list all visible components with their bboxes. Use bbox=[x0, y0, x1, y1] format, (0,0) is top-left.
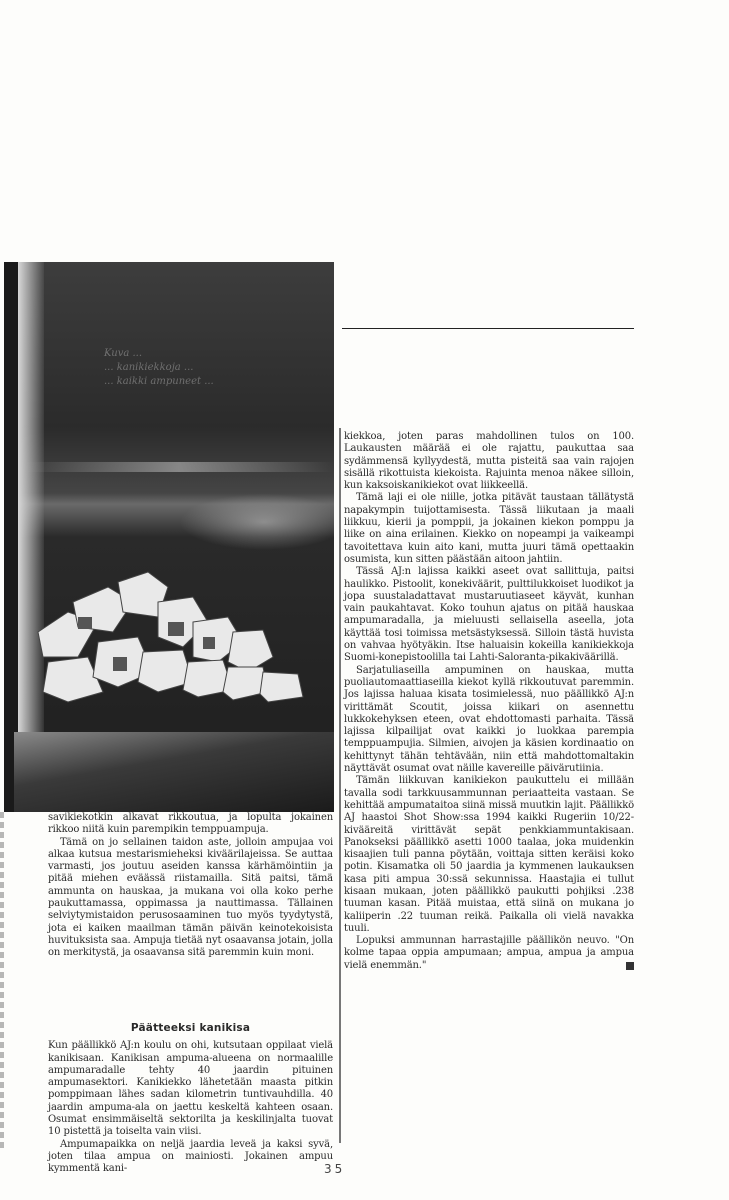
scan-edge bbox=[0, 812, 4, 1152]
right-column bbox=[344, 431, 634, 972]
photo-caption: Kuva ... ... kanikiekkoja ... ... kaikki ampuneet ... bbox=[104, 348, 214, 387]
paragraph: Tämä on jo sellainen taidon aste, jolloin ampujaa voi alkaa kutsua mestarismieheksi kiväärilajeissa. Se auttaa varmasti, jos joutuu aseiden kanssa kärhämöintiin ja pitää miehen eväässä riistamailla. Sitä paitsi, tämä ammunta on hauskaa, ja mukana voi olla koko perhe paukuttamassa, oppimassa ja nauttimassa. Tällainen selviytymistaidon perusosaaminen tuo myös tyydytystä, jota ei kaiken maailman tämän päivän keinotekoisista huvituksista saa. Ampuja tietää nyt osaavansa jotain, jolla on merkitystä, ja osaavansa sitä paremmin kuin moni. bbox=[48, 836, 333, 959]
section-heading: Päätteeksi kanikisa bbox=[130, 1022, 251, 1034]
photo-light bbox=[18, 262, 44, 812]
page-number: 35 bbox=[324, 1162, 346, 1176]
clay-target-pile bbox=[18, 562, 318, 722]
paragraph: Tässä AJ:n lajissa kaikki aseet ovat sallittuja, paitsi haulikko. Pistoolit, konekiväärit, pulttilukkoiset luodikot ja jopa suustaladattavat mustaruutiaseet käyvät, kunhan vain paukahtavat. Koko touhun ajatus on pitää hauskaa ampumaradalla, ja mieluusti sellaisella aseella, jota käyttää tosi toimissa metsästyksessä. Silloin tästä huvista on vahvaa hyötyäkin. Itse haluaisin kokeilla kanikiekkoja Suomi-konepistoolilla tai Lahti-Saloranta-pikakiväärillä. bbox=[344, 566, 634, 664]
article-photo bbox=[4, 262, 334, 812]
paragraph: Tämä laji ei ole niille, jotka pitävät taustaan tällätystä napakympin tuijottamisesta. Tässä liikutaan ja maali liikkuu, kierii ja pomppii, ja jokainen kiekon pomppu ja liike on aina erilainen. Kiekko on nopeampi ja vaikeampi tavoitettava kuin aito kani, mutta juuri tämä opettaakin osumista, kun sitten päästään aitoon jahtiin. bbox=[344, 492, 634, 565]
photo-post bbox=[4, 262, 18, 812]
paragraph-text: Lopuksi ammunnan harrastajille päällikön neuvo. "On kolme tapaa oppia ampumaan; ampua, ampua ja ampua vielä enemmän." bbox=[344, 935, 634, 971]
photo-floor bbox=[14, 732, 334, 812]
paragraph: Kun päällikkö AJ:n koulu on ohi, kutsutaan oppilaat vielä kanikisaan. Kanikisan ampuma-alueena on normaalille ampumaradalle tehty 40 jaardin pituinen ampumasektori. Kanikiekko lähetetään maasta pitkin pomppimaan lähes sadan kilometrin tuntivauhdilla. 40 jaardin ampuma-ala on jaettu keskeltä kahteen osaan. Osumat ensimmäiseltä sektorilta ja keskilinjalta tuovat 10 pistettä ja toiselta vain viisi. bbox=[48, 1040, 333, 1138]
left-column-bottom bbox=[48, 1022, 333, 1176]
left-column-top bbox=[48, 812, 333, 960]
paragraph: Sarjatuliaseilla ampuminen on hauskaa, mutta puoliautomaattiaseilla kiekot kyllä rikkoutuvat paremmin. Jos lajissa haluaa kisata tosimielessä, nuo päällikkö AJ:n virittämät Scoutit, joissa kiikari on asennettu lukkokehyksen eteen, ovat ehdottomasti parhaita. Tässä lajissa kilpailijat ovat kaikki jo luokkaa parempia temppuampujia. Silmien, aivojen ja käsien kordinaatio on kehittynyt tähän tehtävään, niin että mahdottomaltakin näyttävät osumat ovat näille kavereille päivärutiinia. bbox=[344, 664, 634, 775]
paragraph-final bbox=[344, 935, 634, 972]
end-mark-icon bbox=[626, 962, 634, 970]
paragraph: savikiekotkin alkavat rikkoutua, ja lopulta jokainen rikkoo niitä kuin parempikin temppuampuja. bbox=[48, 812, 333, 836]
paragraph: kiekkoa, joten paras mahdollinen tulos on 100. Laukausten määrää ei ole rajattu, paukuttaa saa sydämmensä kyllyydestä, mutta pisteitä saa vain rajojen sisällä rikottuista kiekoista. Rajuinta menoa näkee silloin, kun kaksoiskanikiekot ovat liikkeellä. bbox=[344, 431, 634, 492]
column-divider bbox=[339, 428, 341, 1143]
column-rule bbox=[342, 328, 634, 329]
photo-horizon bbox=[24, 462, 334, 472]
paragraph: Ampumapaikka on neljä jaardia leveä ja kaksi syvä, joten tilaa ampua on mainiosti. Jokainen ampuu kymmentä kani- bbox=[48, 1138, 333, 1175]
paragraph: Tämän liikkuvan kanikiekon paukuttelu ei millään tavalla sodi tarkkuusammunnan periaatteita vastaan. Se kehittää ampumataitoa siinä missä muutkin lajit. Päällikkö AJ haastoi Shot Show:ssa 1994 kaikki Rugeriin 10/22-kivääreitä virittävät sepät penkkiammuntakisaan. Panokseksi päällikkö asetti 1000 taalaa, joka muidenkin kisaajien tuli panna pöytään, voittaja sitten keräisi koko potin. Kisamatka oli 50 jaardia ja kymmenen laukauksen kasa piti ampua 30:ssä sekunnissa. Haastajia ei tullut kisaan mukaan, joten päällikkö paukutti pohjiksi .238 tuuman kasan. Pitää muistaa, että siinä on mukana jo kaliiperin .22 tuuman reikä. Paikalla oli vielä navakka tuuli. bbox=[344, 775, 634, 934]
